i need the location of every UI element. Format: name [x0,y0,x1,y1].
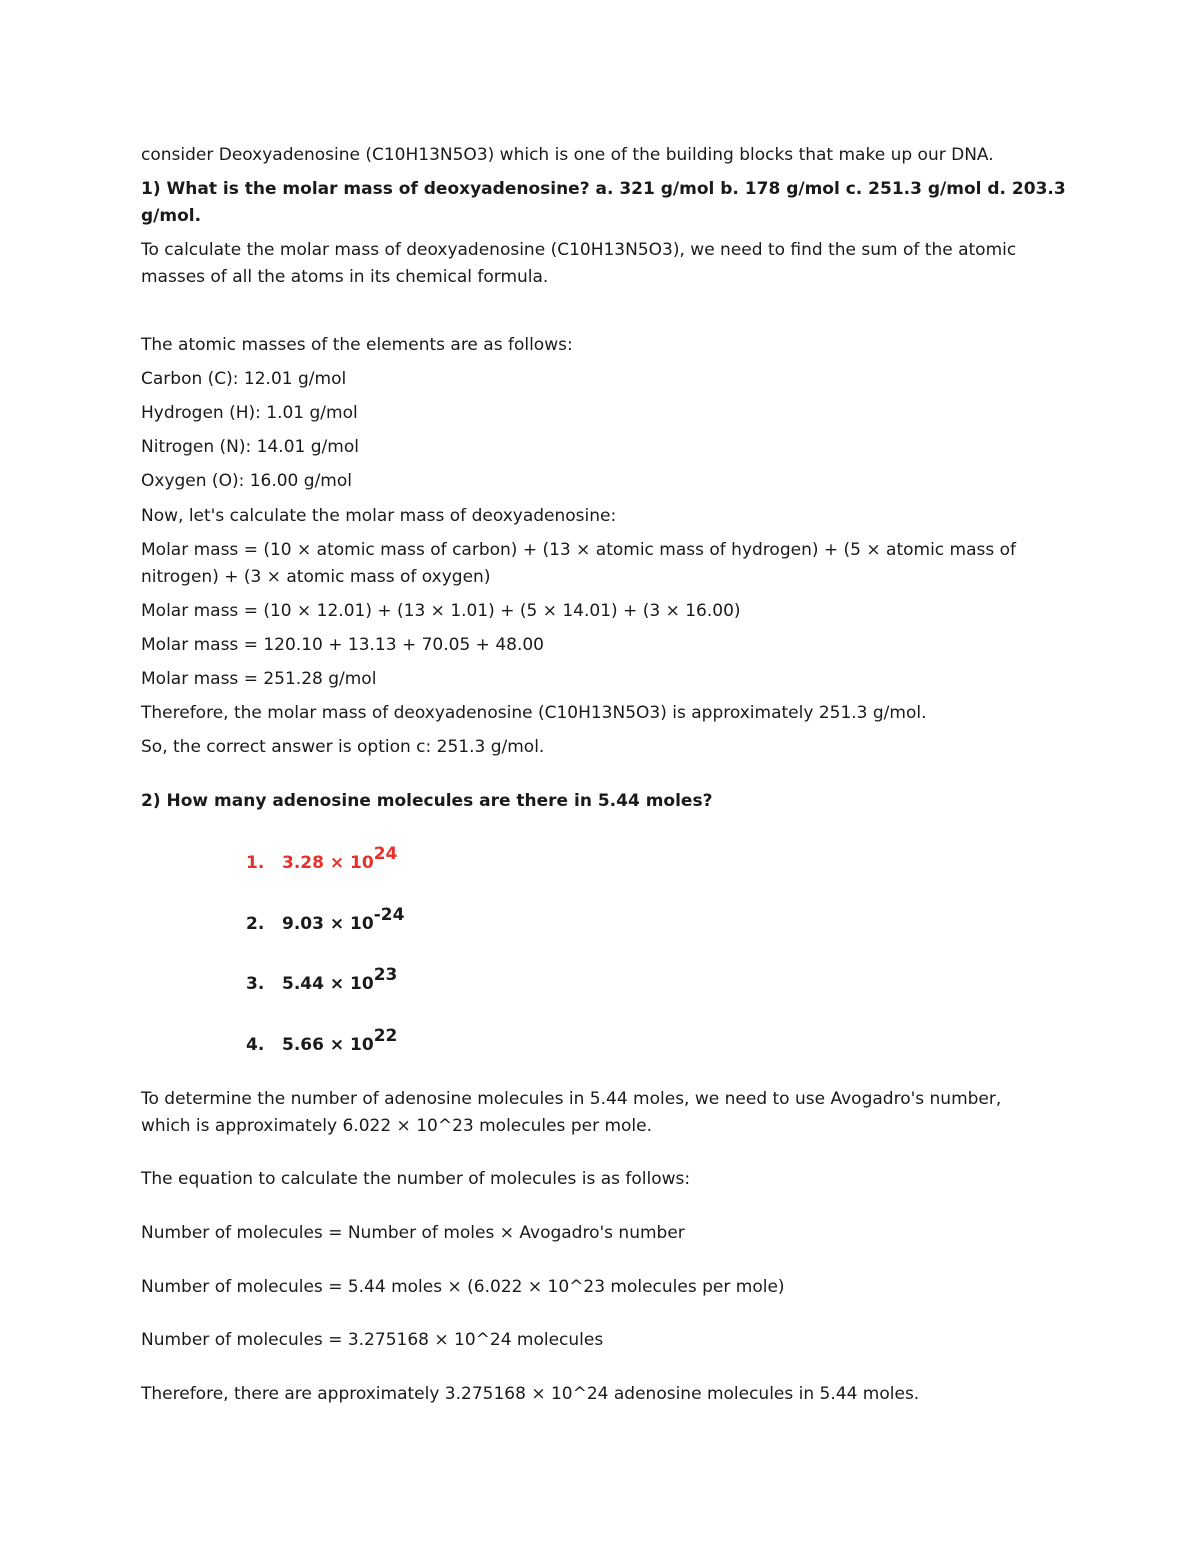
option-number: 2. [246,914,265,934]
option-exponent: -24 [373,905,405,925]
calculation-step-1-line-1: Molar mass = (10 × atomic mass of carbon) + (13 × atomic mass of hydrogen) + (5 × atomic mass of [141,540,1017,560]
equation-3: Number of molecules = 3.275168 × 10^24 molecules [141,1330,604,1350]
q1-explanation-line-2: masses of all the atoms in its chemical formula. [141,267,549,287]
atomic-mass-carbon: Carbon (C): 12.01 g/mol [141,369,347,389]
option-base: 9.03 × 10 [282,914,374,934]
q2-explanation-line-2: which is approximately 6.022 × 10^23 molecules per mole. [141,1116,653,1136]
question-2: 2) How many adenosine molecules are there in 5.44 moles? [141,791,713,811]
calculation-step-4: Molar mass = 251.28 g/mol [141,669,377,689]
option-number: 1. [246,853,265,873]
question-1-line-2: g/mol. [141,206,202,226]
calculation-step-2: Molar mass = (10 × 12.01) + (13 × 1.01) + (5 × 14.01) + (3 × 16.00) [141,601,741,621]
option-exponent: 23 [373,965,398,985]
q2-explanation-line-1: To determine the number of adenosine molecules in 5.44 moles, we need to use Avogadro's number, [141,1089,1002,1109]
option-base: 3.28 × 10 [282,853,374,873]
equation-2: Number of molecules = 5.44 moles × (6.022 × 10^23 molecules per mole) [141,1277,785,1297]
atomic-mass-nitrogen: Nitrogen (N): 14.01 g/mol [141,437,359,457]
option-base: 5.44 × 10 [282,974,374,994]
option-exponent: 22 [373,1026,398,1046]
option-number: 3. [246,974,265,994]
intro-text: consider Deoxyadenosine (C10H13N5O3) which is one of the building blocks that make up our DNA. [141,145,994,165]
equation-1: Number of molecules = Number of moles × Avogadro's number [141,1223,685,1243]
calculation-step-3: Molar mass = 120.10 + 13.13 + 70.05 + 48.00 [141,635,544,655]
option-base: 5.66 × 10 [282,1035,374,1055]
q2-option-4 [246,1026,398,1058]
q2-option-2 [246,905,405,937]
atomic-mass-hydrogen: Hydrogen (H): 1.01 g/mol [141,403,358,423]
q2-option-3 [246,965,398,997]
q1-answer: So, the correct answer is option c: 251.3 g/mol. [141,737,545,757]
equation-intro: The equation to calculate the number of molecules is as follows: [141,1169,691,1189]
atomic-masses-intro: The atomic masses of the elements are as follows: [141,335,573,355]
q1-explanation-line-1: To calculate the molar mass of deoxyadenosine (C10H13N5O3), we need to find the sum of the atomic [141,240,1017,260]
calculation-step-1-line-2: nitrogen) + (3 × atomic mass of oxygen) [141,567,491,587]
q1-conclusion: Therefore, the molar mass of deoxyadenosine (C10H13N5O3) is approximately 251.3 g/mol. [141,703,927,723]
question-1-line-1: 1) What is the molar mass of deoxyadenosine? a. 321 g/mol b. 178 g/mol c. 251.3 g/mol d. 203.3 [141,179,1066,199]
q2-option-1 [246,844,398,876]
atomic-mass-oxygen: Oxygen (O): 16.00 g/mol [141,471,352,491]
calculation-intro: Now, let's calculate the molar mass of deoxyadenosine: [141,506,617,526]
option-exponent: 24 [373,844,398,864]
option-number: 4. [246,1035,265,1055]
q2-conclusion: Therefore, there are approximately 3.275168 × 10^24 adenosine molecules in 5.44 moles. [141,1384,920,1404]
